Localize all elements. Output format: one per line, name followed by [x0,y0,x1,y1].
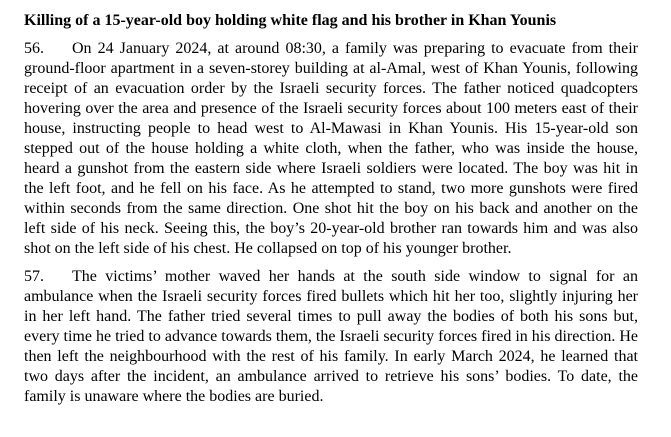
paragraph-text: The victims’ mother waved her hands at the south side window to signal for an ambulance when the Israeli security forces fired bullets which hit her too, slightly injuring her in her left hand. The father tried several times to pull away the bodies of both his sons but, every time he tried to advance towards them, the Israeli security forces fired in his direction. He then left the neighbourhood with the rest of his family. In early March 2024, he learned that two days after the incident, an ambulance arrived to retrieve his sons’ bodies. To date, the family is unaware where the bodies are buried. [24,268,638,405]
paragraph-56 [24,39,638,259]
paragraph-57 [24,267,638,407]
document-body [24,11,638,415]
paragraph-number: 56. [24,40,44,57]
paragraph-text: On 24 January 2024, at around 08:30, a family was preparing to evacuate from their ground-floor apartment in a seven-storey building at al-Amal, west of Khan Younis, following receipt of an evacuation order by the Israeli security forces. The father noticed quadcopters hovering over the area and presence of the Israeli security forces about 100 meters east of their house, instructing people to head west to Al-Mawasi in Khan Younis. His 15-year-old son stepped out of the house holding a white cloth, when the father, who was inside the house, heard a gunshot from the eastern side where Israeli soldiers were located. The boy was hit in the left foot, and he fell on his face. As he attempted to stand, two more gunshots were fired within seconds from the same direction. One shot hit the boy on his back and another on the left side of his neck. Seeing this, the boy’s 20-year-old brother ran towards him and was also shot on the left side of his chest. He collapsed on top of his younger brother. [24,40,638,257]
paragraph-number: 57. [24,268,44,285]
section-heading: Killing of a 15-year-old boy holding white flag and his brother in Khan Younis [24,12,557,29]
